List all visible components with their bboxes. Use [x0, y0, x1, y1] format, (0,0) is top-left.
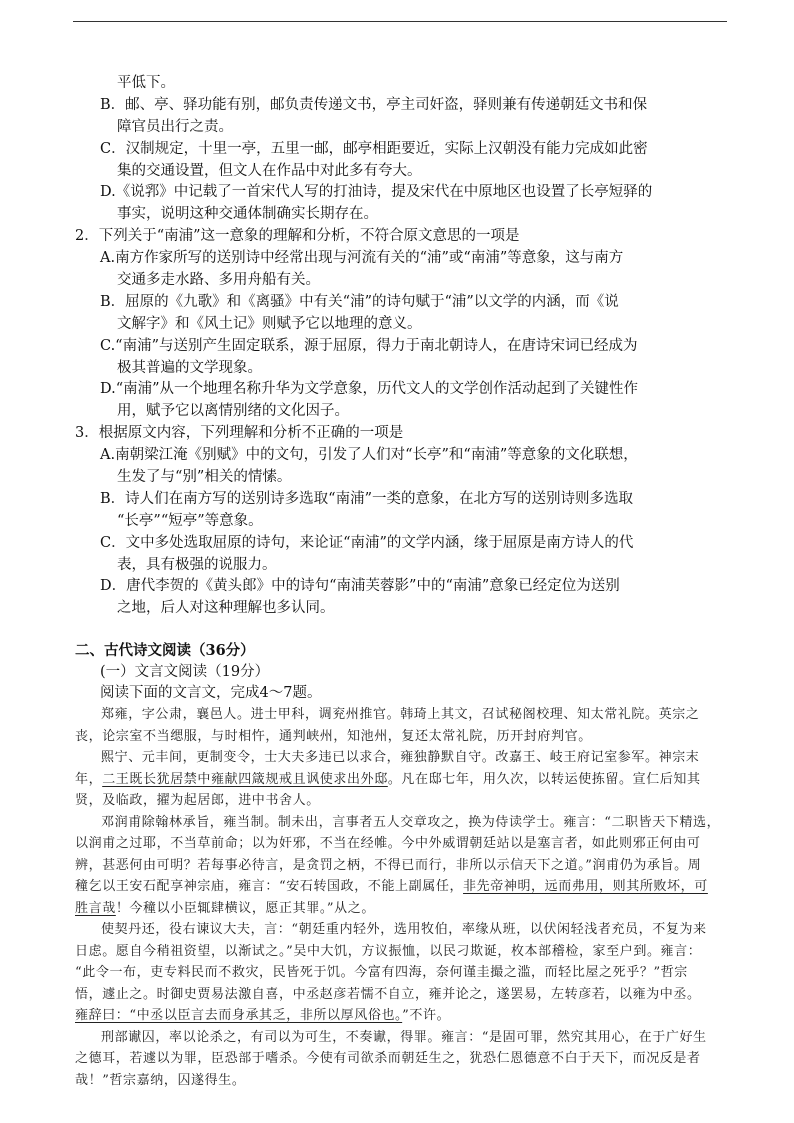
spacer [75, 620, 735, 640]
passage-text: 哉！”哲宗嘉纳，囚遂得生。 [75, 1072, 246, 1088]
passage-text: 穜乞以王安石配享神宗庙，雍言：“安石转国政，不能上副属任， [75, 879, 464, 895]
passage-line [75, 984, 735, 1006]
question-line: A.南方作家所写的送别诗中经常出现与河流有关的“浦”或“南浦”等意象，这与南方 [100, 250, 624, 267]
passage-text: ！今穜以小臣辄肆横议，愿正其罪。”从之。 [115, 900, 375, 916]
question-line: D.《说郛》中记载了一首宋代人写的打油诗，提及宋代在中原地区也设置了长亭短驿的 [100, 184, 653, 201]
question-line: A.南朝梁江淹《别赋》中的文句，引发了人们对“长亭”和“南浦”等意象的文化联想， [100, 447, 638, 464]
underlined-sentence: 非先帝神明，远而弗用，则其所败坏，可 [463, 879, 708, 895]
passage-line [75, 833, 735, 855]
passage-text: 丧，论宗室不当缌服，与时相忤，通判峡州，知池州，复还太常礼院，历开封府判官。 [75, 728, 592, 744]
question-line: B．屈原的《九歌》和《离骚》中有关“浦”的诗句赋于“浦”以文学的内涵，而《说 [100, 293, 619, 310]
question-line: B．邮、亭、驿功能有别，邮负责传递文书，亭主司奸盗，驿则兼有传递朝廷文书和保 [100, 96, 648, 113]
section-title: 二、古代诗文阅读（36分） [75, 642, 255, 660]
passage-text: ”不许。 [402, 1008, 451, 1024]
header-rule [73, 21, 727, 22]
passage-line [75, 919, 735, 941]
question-line: 表，具有极强的说服力。 [117, 556, 277, 573]
passage-text: 年， [75, 771, 103, 787]
question-line: 2．下列关于“南浦”这一意象的理解和分析，不符合原文意思的一项是 [75, 228, 520, 245]
question-line: B．诗人们在南方写的送别诗多选取“南浦”一类的意象，在北方写的送别诗则多选取 [100, 490, 633, 507]
underlined-sentence: 二王既长犹居禁中雍献四箴规戒且讽使求出外邸 [102, 771, 388, 787]
passage-text: 。凡在邸七年，用久次，以转运使拣留。宣仁后知其 [387, 771, 701, 787]
passage-line [75, 1048, 735, 1070]
question-line: C．文中多处选取屈原的诗句，来论证“南浦”的文学内涵，缘于屈原是南方诗人的代 [100, 534, 634, 551]
passage-line [75, 747, 735, 769]
passage-line [75, 726, 735, 748]
question-line: C．汉制规定，十里一亭，五里一邮，邮亭相距要近，实际上汉朝没有能力完成如此密 [100, 140, 648, 157]
subsection-title: (一）文言文阅读（19分） [100, 664, 270, 681]
passage-text: 熙宁、元丰间，更制变令，士大夫多违已以求合，雍独静默自守。改嘉王、岐王府记室参军。神宗末 [101, 750, 700, 766]
question-line: 事实，说明这种交通体制确实长期存在。 [117, 206, 378, 223]
question-line: 平低下。 [117, 75, 175, 91]
question-line: “长亭”“短亭”等意象。 [117, 512, 263, 529]
exam-page-content [75, 73, 735, 1091]
question-line: D．唐代李贺的《黄头郎》中的诗句“南浦芙蓉影”中的“南浦”意象已经定位为送别 [100, 578, 620, 595]
passage-line [75, 962, 735, 984]
passage-text: 以润甫之过耶，不当草前命；以为奸邪，不当在经帷。今中外威谓朝廷站以是塞言者，如此则邪正何由可 [75, 836, 701, 852]
instruction-text: 阅读下面的文言文，完成4～7题。 [100, 685, 322, 702]
question-line: 障官员出行之责。 [117, 118, 233, 135]
passage-line [75, 1027, 735, 1049]
passage-line [75, 876, 735, 898]
passage-text: 之德耳，若遽以为罪，臣恐部于嗜杀。今使有司欲杀而朝廷生之，犹恐仁恩德意不白于天下，而况反是者 [75, 1051, 701, 1067]
passage-text: 日虑。愿自今稍祖资望，以渐试之。”吴中大饥，方议振恤，以民刁欺诞，枚本部稽检，家至户到。雍言： [75, 943, 702, 959]
question-line: 生发了与“别”相关的情愫。 [117, 469, 292, 486]
passage-text: 邓润甫除翰林承旨，雍当制。制未出，言事者五人交章攻之，换为侍读学士。雍言：“二职皆天下精选， [101, 814, 721, 830]
passage-text: “此令一布，吏专料民而不救灾，民皆死于饥。今富有四海，奈何谨圭撮之滥，而轻比屋之死乎？”哲宗 [75, 965, 688, 981]
passage-text: 贤，及临政，擢为起居郎，进中书舍人。 [75, 793, 320, 809]
passage-line [75, 941, 735, 963]
classical-passage [75, 704, 735, 1091]
question-line: 文解字》和《风土记》则赋予它以地理的意义。 [117, 315, 422, 332]
passage-text: 悟，遽止之。时御史贾易法激自喜，中丞赵彦若懦不自立，雍并论之，遂罢易，左转彦若，以雍为中丞。 [75, 986, 701, 1002]
passage-line [75, 1070, 735, 1092]
question-line: 极其普遍的文学现象。 [117, 359, 262, 376]
passage-line [75, 704, 735, 726]
question-block [75, 73, 735, 620]
question-line: C.“南浦”与送别产生固定联系，源于屈原，得力于南北朝诗人，在唐诗宋词已经成为 [100, 337, 638, 354]
passage-line [75, 790, 735, 812]
question-line: 之地，后人对这种理解也多认同。 [117, 600, 335, 617]
passage-line [75, 769, 735, 791]
question-line: 集的交通设置，但文人在作品中对此多有夸大。 [117, 162, 422, 179]
passage-text: 使契丹还，役右谏议大夫，言：“朝廷重内轻外，选用牧伯，率缘从班，以伏闲轻浅者充员，不复为来 [101, 922, 707, 938]
passage-line [75, 812, 735, 834]
passage-text: 刑部谳囚，率以论杀之，有司以为可生，不奏谳，得罪。雍言：“是固可罪，然究其用心，在于广好生 [101, 1029, 707, 1045]
question-line: 用，赋予它以离情别绪的文化因子。 [117, 403, 349, 420]
passage-line [75, 898, 735, 920]
question-line: D.“南浦”从一个地理名称升华为文学意象，历代文人的文学创作活动起到了关键性作 [100, 381, 639, 398]
underlined-sentence: 胜言哉 [75, 900, 116, 916]
passage-line [75, 855, 735, 877]
question-line: 3．根据原文内容，下列理解和分析不正确的一项是 [75, 425, 404, 442]
passage-text: 郑雍，字公肃，襄邑人。进士甲科，调兖州推官。韩琦上其文，召试秘阁校理、知太常礼院。英宗之 [101, 707, 700, 723]
passage-line [75, 1005, 735, 1027]
underlined-sentence: 雍辞曰：“中丞以臣言去而身承其乏，非所以厚风俗也。 [75, 1008, 403, 1024]
passage-text: 辨，甚恶何由可明？若每事必待言，是贪罚之柄，不得已而行，非所以示信天下之道。”润甫仍为承旨。周 [75, 857, 702, 873]
question-line: 交通多走水路、多用舟船有关。 [117, 272, 320, 289]
